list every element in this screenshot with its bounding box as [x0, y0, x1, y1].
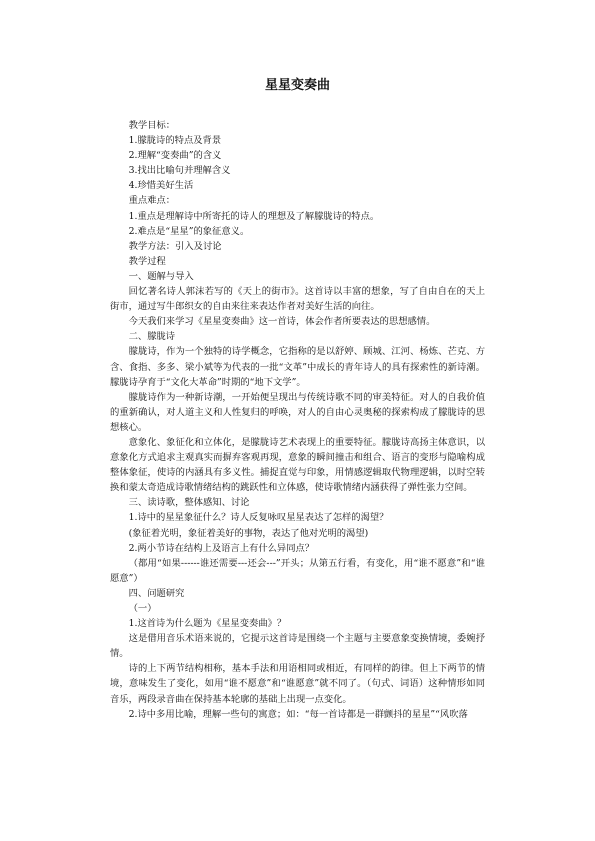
paragraph: 2.难点是“星星”的象征意义。 — [128, 225, 250, 237]
paragraph: 三、读诗歌，整体感知、讨论 — [128, 497, 250, 509]
paragraph: 重点难点： — [128, 195, 176, 207]
paragraph: 教学方法：引入及讨论 — [128, 240, 222, 252]
paragraph: 3.找出比喻句并理解含义 — [128, 165, 231, 177]
paragraph: （一） — [128, 603, 157, 614]
paragraph: 一、题解与导入 — [128, 270, 194, 282]
paragraph: (象征着光明，象征着美好的事物，表达了他对光明的渴望) — [128, 527, 369, 539]
paragraph: （都用“如果------谁还需要---还会---”开头；从第五行看，有变化，用“谁不愿意”和“谁愿意”） — [110, 557, 485, 584]
paragraph: 诗的上下两节结构相称，基本手法和用语相同或相近，有同样的韵律。但上下两节的情境，意味发生了变化，如用“谁不愿意”和“谁愿意”就不同了。（句式、词语）这种情形如同音乐，两段录音曲在保持基本轮廓的基础上出现一点变化。 — [110, 663, 485, 705]
paragraph: 1.朦胧诗的特点及背景 — [128, 135, 222, 147]
paragraph: 朦胧诗，作为一个独特的诗学概念，它指称的是以舒婷、顾城、江河、杨炼、芒克、方含、食指、多多、梁小斌等为代表的一批“文革”中成长的青年诗人的具有探索性的新诗潮。朦胧诗孕育于“文化大革命”时期的“地下文学”。 — [110, 346, 485, 388]
paragraph: 2.理解“变奏曲”的含义 — [128, 150, 222, 162]
document-body — [110, 118, 485, 722]
paragraph: 今天我们来学习《星星变奏曲》这一首诗，体会作者所要表达的思想感情。 — [128, 316, 436, 328]
paragraph: 教学过程 — [128, 255, 166, 267]
paragraph: 四、问题研究 — [128, 587, 185, 599]
paragraph: 2.诗中多用比喻，理解一些句的寓意；如：“每一首诗都是一群颤抖的星星”“风吹落 — [128, 708, 468, 720]
paragraph: 二、朦胧诗 — [128, 331, 176, 343]
paragraph: 2.两小节诗在结构上及语言上有什么异同点？ — [128, 542, 315, 554]
paragraph: 4.珍惜美好生活 — [128, 180, 194, 192]
document-title: 星星变奏曲 — [264, 78, 330, 93]
paragraph: 这是借用音乐术语来说的，它提示这首诗是围绕一个主题与主要意象变换情境，委婉抒情。 — [110, 633, 485, 660]
paragraph: 教学目标： — [128, 120, 176, 131]
paragraph: 1.这首诗为什么题为《星星变奏曲》？ — [128, 618, 287, 630]
paragraph: 1.重点是理解诗中所寄托的诗人的理想及了解朦胧诗的特点。 — [128, 210, 380, 222]
paragraph: 意象化、象征化和立体化，是朦胧诗艺术表现上的重要特征。朦胧诗高扬主体意识，以意象化方式追求主观真实而摒弃客观再现，意象的瞬间撞击和组合、语言的变形与隐喻构成整体象征，使诗的内涵具有多义性。捕捉直觉与印象，用情感逻辑取代物理逻辑，以时空转换和蒙太奇造成诗歌情绪结构的跳跃性和立体感，使诗歌情绪内涵获得了弹性张力空间。 — [110, 436, 485, 494]
paragraph: 回忆著名诗人郭沫若写的《天上的街市》。这首诗以丰富的想象，写了自由自在的天上街市，通过写牛郎织女的自由来往来表达作者对美好生活的向往。 — [110, 286, 485, 313]
paragraph: 1.诗中的星星象征什么？诗人反复咏叹星星表达了怎样的渴望？ — [128, 512, 389, 524]
paragraph: 朦胧诗作为一种新诗潮，一开始便呈现出与传统诗歌不同的审美特征。对人的自我价值的重新确认，对人道主义和人性复归的呼唤，对人的自由心灵奥秘的探索构成了朦胧诗的思想核心。 — [110, 391, 485, 433]
